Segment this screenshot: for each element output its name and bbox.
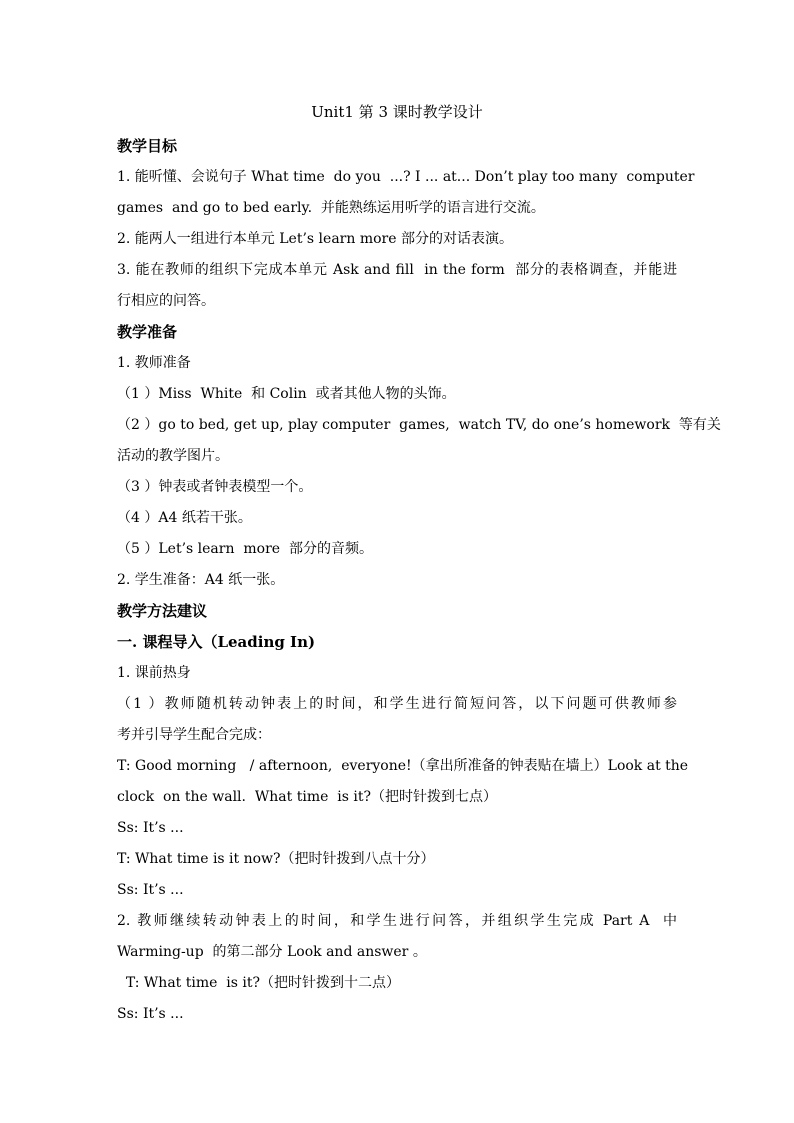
paragraph-line: T: What time is it?（把时针拨到十二点） — [117, 975, 401, 991]
paragraph-line: Ss: It’s ... — [117, 882, 184, 898]
paragraph-line: 1. 课前热身 — [117, 665, 191, 681]
paragraph-line: clock on the wall. What time is it?（把时针拨到七点） — [117, 789, 497, 805]
paragraph-line: （1 ）Miss White 和 Colin 或者其他人物的头饰。 — [117, 386, 456, 402]
paragraph-line: 行相应的问答。 — [117, 293, 215, 309]
paragraph-line: 2. 能两人一组进行本单元 Let’s learn more 部分的对话表演。 — [117, 231, 513, 247]
section-heading: 教学目标 — [117, 137, 178, 155]
document-title: Unit1 第 3 课时教学设计 — [311, 103, 483, 121]
section-preparation — [117, 317, 721, 596]
paragraph-line: games and go to bed early. 并能熟练运用听学的语言进行交流。 — [117, 200, 545, 216]
paragraph-line: 1. 教师准备 — [117, 355, 191, 371]
paragraph-line: 2. 学生准备：A4 纸一张。 — [117, 572, 285, 588]
paragraph-line: （1 ）教师随机转动钟表上的时间，和学生进行简短问答，以下问题可供教师参 — [117, 696, 677, 712]
paragraph-line: T: What time is it now?（把时针拨到八点十分） — [117, 851, 435, 867]
document-page — [117, 100, 721, 1030]
paragraph-line: Ss: It’s ... — [117, 1006, 184, 1022]
section-objectives — [117, 131, 695, 317]
paragraph-line: （3 ）钟表或者钟表模型一个。 — [117, 479, 313, 495]
paragraph-line: 考并引导学生配合完成： — [117, 727, 271, 743]
section-heading: 一. 课程导入（Leading In) — [117, 633, 316, 651]
paragraph-line: Ss: It’s ... — [117, 820, 184, 836]
paragraph-line: 3. 能在教师的组织下完成本单元 Ask and fill in the form 部分的表格调查，并能进 — [117, 262, 677, 278]
paragraph-line: （2 ）go to bed, get up, play computer games, watch TV, do one’s homework 等有关 — [117, 417, 721, 433]
section-heading: 教学方法建议 — [117, 602, 208, 620]
paragraph-line: T: Good morning / afternoon, everyone!（拿出所准备的钟表贴在墙上）Look at the — [117, 758, 689, 774]
section-methods — [117, 596, 677, 627]
paragraph-line: 活动的教学图片。 — [117, 448, 229, 464]
section-leading-in — [117, 627, 689, 1030]
paragraph-line: 2. 教师继续转动钟表上的时间，和学生进行问答，并组织学生完成 Part A 中 — [117, 913, 677, 929]
paragraph-line: Warming-up 的第二部分 Look and answer 。 — [117, 944, 427, 960]
paragraph-line: 1. 能听懂、会说句子 What time do you ...? I ... at... Don’t play too many computer — [117, 169, 695, 185]
section-heading: 教学准备 — [117, 323, 178, 341]
paragraph-line: （5 ）Let’s learn more 部分的音频。 — [117, 541, 373, 557]
paragraph-line: （4 ）A4 纸若干张。 — [117, 510, 252, 526]
